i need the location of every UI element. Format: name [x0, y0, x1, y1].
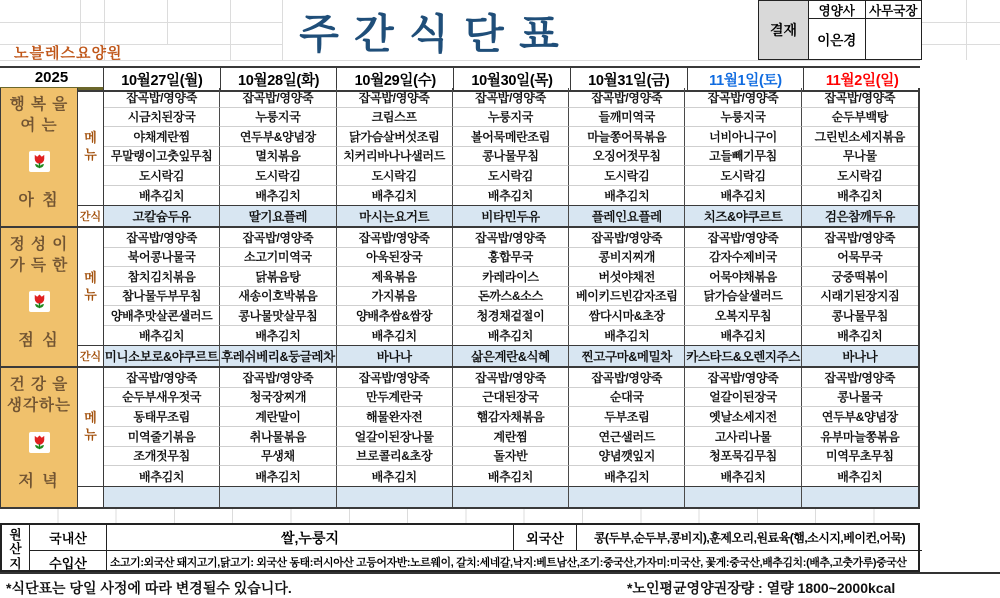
menu-item-cell: 도시락김 [685, 166, 801, 186]
menu-item-cell: 만두계란국 [337, 388, 453, 408]
menu-item-cell: 누룽지국 [685, 108, 801, 128]
menu-item-cell: 해물완자전 [337, 407, 453, 427]
menu-item-cell: 취나물볶음 [220, 427, 336, 447]
menu-item-cell: 잡곡밥/영양죽 [337, 88, 453, 108]
menu-item-cell: 도시락김 [569, 166, 685, 186]
menu-item-cell: 배추김치 [453, 186, 569, 206]
origin-table [0, 523, 920, 572]
menu-item-cell: 잡곡밥/영양죽 [104, 368, 220, 388]
menu-item-cell: 잡곡밥/영양죽 [337, 368, 453, 388]
snack-cell: 바나나 [802, 345, 918, 366]
menu-item-cell: 잡곡밥/영양죽 [685, 88, 801, 108]
menu-item-cell: 얼갈이된장국 [685, 388, 801, 408]
menu-item-cell: 크림스프 [337, 108, 453, 128]
approval-block [758, 0, 922, 60]
spacer-strip [0, 509, 920, 523]
meal-name: 아 침 [18, 192, 60, 209]
menu-item-cell: 오징어젓무침 [569, 147, 685, 167]
menu-item-cell: 햄감자채볶음 [453, 407, 569, 427]
menu-item-cell: 배추김치 [220, 326, 336, 346]
snack-cell [569, 486, 685, 507]
menu-item-cell: 순대국 [569, 388, 685, 408]
section-label-lunch [1, 228, 78, 366]
menu-item-cell: 어묵무국 [802, 248, 918, 268]
menu-item-cell: 새송이호박볶음 [220, 287, 336, 307]
menu-item-cell: 콩나물무침 [453, 147, 569, 167]
page-title: 주 간 식 단 표 [299, 11, 561, 57]
date-header-day-7: 11월2일(일) [825, 72, 899, 89]
menu-item-cell: 근대된장국 [453, 388, 569, 408]
menu-item-cell: 청포묵김무침 [685, 447, 801, 467]
menu-item-cell: 배추김치 [104, 186, 220, 206]
menu-item-cell: 배추김치 [337, 326, 453, 346]
menu-item-cell: 배추김치 [685, 186, 801, 206]
section-tagline: 건 강 을 [9, 376, 69, 393]
menu-item-cell: 잡곡밥/영양죽 [453, 228, 569, 248]
menu-item-cell: 잡곡밥/영양죽 [802, 368, 918, 388]
meal-section-dinner [1, 368, 918, 509]
menu-item-cell: 도시락김 [802, 166, 918, 186]
section-label-dinner [1, 368, 78, 507]
meal-section-lunch [1, 228, 918, 368]
menu-item-cell: 브로콜리&초장 [337, 447, 453, 467]
section-tagline: 정 성 이 [9, 236, 69, 253]
origin-domestic-value: 쌀,누룽지 [107, 525, 514, 551]
approval-signature: 이은경 [817, 33, 857, 48]
menu-item-cell: 마늘쫑어묵볶음 [569, 127, 685, 147]
menu-item-cell: 소고기미역국 [220, 248, 336, 268]
tulip-icon [29, 151, 50, 172]
menu-item-cell: 아욱된장국 [337, 248, 453, 268]
menu-grid [0, 88, 920, 509]
meal-name: 점 심 [18, 332, 60, 349]
menu-item-cell: 무생채 [220, 447, 336, 467]
menu-item-cell: 참나물두부무침 [104, 287, 220, 307]
menu-item-cell: 잡곡밥/영양죽 [569, 368, 685, 388]
menu-item-cell: 배추김치 [569, 466, 685, 486]
snack-cell [337, 486, 453, 507]
origin-foreign-value: 콩(두부,순두부,콩비지),훈제오리,원료육(햄,소시지,베이컨,어묵) [577, 525, 922, 551]
menu-item-cell: 콩나물국 [802, 388, 918, 408]
menu-item-cell: 고들빼기무침 [685, 147, 801, 167]
menu-item-cell: 배추김치 [220, 186, 336, 206]
footer-notes [0, 572, 1000, 598]
menu-item-cell: 무나물 [802, 147, 918, 167]
menu-item-cell: 그린빈소세지볶음 [802, 127, 918, 147]
menu-item-cell: 청국장찌개 [220, 388, 336, 408]
menu-item-cell: 계란찜 [453, 427, 569, 447]
menu-item-cell: 잡곡밥/영양죽 [337, 228, 453, 248]
menu-item-cell: 배추김치 [104, 326, 220, 346]
menu-item-cell: 북어콩나물국 [104, 248, 220, 268]
menu-item-cell: 잡곡밥/영양죽 [569, 88, 685, 108]
menu-item-cell: 잡곡밥/영양죽 [220, 368, 336, 388]
day-cells [104, 68, 920, 90]
menu-item-cell: 누룽지국 [220, 108, 336, 128]
footer-note-change: *식단표는 당일 사정에 따라 변경될수 있습니다. [6, 580, 292, 596]
menu-item-cell: 옛날소세지전 [685, 407, 801, 427]
menu-item-cell: 배추김치 [104, 466, 220, 486]
snack-cell [104, 486, 220, 507]
section-tagline: 여 는 [20, 116, 58, 134]
menu-item-cell: 도시락김 [453, 166, 569, 186]
menu-item-cell: 콩나물무침 [802, 306, 918, 326]
menu-item-cell: 미역줄기볶음 [104, 427, 220, 447]
menu-item-cell: 배추김치 [337, 186, 453, 206]
menu-item-cell: 너비아니구이 [685, 127, 801, 147]
menu-item-cell: 순두부새우젓국 [104, 388, 220, 408]
snack-cell: 검은참깨두유 [802, 205, 918, 226]
menu-item-cell: 순두부백탕 [802, 108, 918, 128]
menu-item-cell: 배추김치 [837, 328, 883, 343]
menu-item-cell: 배추김치 [453, 326, 569, 346]
approval-role: 영양사 [809, 1, 865, 19]
menu-item-cell: 배추김치 [685, 466, 801, 486]
menu-item-cell: 배추김치 [337, 466, 453, 486]
menu-item-cell: 배추김치 [837, 188, 883, 203]
snack-cell: 삶은계란&식혜 [453, 345, 569, 366]
menu-item-cell: 쌈다시마&초장 [569, 306, 685, 326]
menu-item-cell: 도시락김 [104, 166, 220, 186]
menu-item-cell: 누룽지국 [453, 108, 569, 128]
menu-item-cell: 배추김치 [569, 186, 685, 206]
section-label-breakfast [1, 88, 78, 226]
menu-item-cell: 잡곡밥/영양죽 [220, 88, 336, 108]
date-header-day-4: 10월30일(목) [454, 68, 571, 90]
approval-signature [866, 19, 922, 59]
menu-item-cell: 어묵야채볶음 [685, 267, 801, 287]
menu-item-cell: 양배추쌈&쌈장 [337, 306, 453, 326]
menu-item-cell: 조개젓무침 [104, 447, 220, 467]
snack-cell: 카스타드&오렌지주스 [685, 345, 801, 366]
menu-column-label: 메뉴 [78, 368, 104, 486]
snack-cell: 플레인요플레 [569, 205, 685, 226]
menu-item-cell: 오복지무침 [685, 306, 801, 326]
menu-item-cell: 잡곡밥/영양죽 [685, 368, 801, 388]
date-header-day-6: 11월1일(토) [688, 68, 805, 90]
section-tagline: 행 복 을 [9, 96, 69, 113]
snack-row-label [78, 486, 104, 507]
menu-item-cell: 배추김치 [453, 466, 569, 486]
approval-col-nutritionist [809, 1, 865, 59]
gridline [922, 44, 1000, 45]
menu-item-cell: 콩나물맛살무침 [220, 306, 336, 326]
menu-item-cell: 배추김치 [837, 469, 883, 484]
menu-item-cell: 계란말이 [220, 407, 336, 427]
menu-item-cell: 볼어묵메란조림 [453, 127, 569, 147]
menu-item-cell: 치커리바나나샐러드 [337, 147, 453, 167]
menu-item-cell: 제육볶음 [337, 267, 453, 287]
menu-item-cell: 가지볶음 [337, 287, 453, 307]
menu-item-cell: 콩비지찌개 [569, 248, 685, 268]
origin-domestic-label: 국내산 [30, 525, 107, 551]
snack-cell [685, 486, 801, 507]
menu-item-cell: 야채계란찜 [104, 127, 220, 147]
menu-item-cell: 카레라이스 [453, 267, 569, 287]
menu-item-cell: 돈까스&소스 [453, 287, 569, 307]
menu-item-cell: 유부마늘쫑볶음 [802, 427, 918, 447]
menu-item-cell: 양념깻잎지 [569, 447, 685, 467]
date-header-day-2: 10월28일(화) [221, 68, 338, 90]
menu-item-cell: 돌자반 [453, 447, 569, 467]
tulip-icon [29, 291, 50, 312]
snack-cell: 찐고구마&메밀차 [569, 345, 685, 366]
approval-label: 결재 [759, 1, 809, 59]
menu-item-cell: 미역무초무침 [802, 447, 918, 467]
origin-imported-label: 수입산 [30, 551, 107, 574]
menu-item-cell: 연두부&양념장 [802, 407, 918, 427]
section-tagline: 생각하는 [7, 396, 71, 414]
menu-item-cell: 닭가슴살버섯조림 [337, 127, 453, 147]
section-tagline: 가 득 한 [9, 256, 69, 274]
snack-cell: 바나나 [337, 345, 453, 366]
approval-role: 사무국장 [866, 1, 922, 19]
menu-item-cell: 잡곡밥/영양죽 [685, 228, 801, 248]
gridline [0, 60, 920, 61]
menu-item-cell: 시래기된장지짐 [802, 287, 918, 307]
snack-cell: 미니소보로&야쿠르트 [104, 345, 220, 366]
year-cell: 2025 [0, 68, 104, 90]
menu-item-cell: 멸치볶음 [220, 147, 336, 167]
menu-item-cell: 잡곡밥/영양죽 [453, 368, 569, 388]
snack-cell [220, 486, 336, 507]
menu-item-cell: 양배추맛살콘샐러드 [104, 306, 220, 326]
snack-cell [802, 486, 918, 507]
menu-item-cell: 두부조림 [569, 407, 685, 427]
menu-item-cell: 잡곡밥/영양죽 [220, 228, 336, 248]
snack-cell: 마시는요거트 [337, 205, 453, 226]
date-header-day-1: 10월27일(월) [104, 68, 221, 90]
snack-cell: 딸기요플레 [220, 205, 336, 226]
snack-cell: 치즈&야쿠르트 [685, 205, 801, 226]
menu-item-cell: 시금치된장국 [104, 108, 220, 128]
menu-item-cell: 얼갈이된장나물 [337, 427, 453, 447]
menu-item-cell: 베이키드빈감자조림 [569, 287, 685, 307]
date-header-day-3: 10월29일(수) [337, 68, 454, 90]
menu-item-cell: 청경채겉절이 [453, 306, 569, 326]
approval-col-office-manager [865, 1, 922, 59]
date-header-day-5: 10월31일(금) [571, 68, 688, 90]
menu-item-cell: 배추김치 [569, 326, 685, 346]
menu-column-label: 메뉴 [78, 88, 104, 205]
menu-item-cell: 잡곡밥/영양죽 [104, 228, 220, 248]
gridline [922, 22, 1000, 23]
snack-cell: 후레쉬베리&둥글레차 [220, 345, 336, 366]
menu-item-cell: 고사리나물 [685, 427, 801, 447]
menu-item-cell: 버섯야채전 [569, 267, 685, 287]
menu-item-cell: 감자수제비국 [685, 248, 801, 268]
menu-column-label: 메뉴 [78, 228, 104, 345]
menu-item-cell: 연근샐러드 [569, 427, 685, 447]
menu-item-cell: 잡곡밥/영양죽 [453, 88, 569, 108]
menu-item-cell: 배추김치 [220, 466, 336, 486]
menu-item-cell: 참치김치볶음 [104, 267, 220, 287]
footer-note-calories: *노인평균영양권장량 : 열량 1800~2000kcal [627, 580, 896, 596]
sheet-header [0, 0, 1000, 66]
snack-cell: 비타민두유 [453, 205, 569, 226]
menu-item-cell: 배추김치 [685, 326, 801, 346]
menu-item-cell: 닭가슴살샐러드 [685, 287, 801, 307]
facility-name: 노블레스요양원 [14, 45, 123, 62]
gridline [966, 0, 967, 60]
origin-imported-value: 소고기:외국산 돼지고기,닭고기: 외국산 동태:러시아산 고등어자반:노르웨이, 갈치:세네갈,낙지:베트남산,조기:중국산,가자미:미국산, 꽃게:중국산,배추김치:(배추,고춧가루)중국산 [110, 557, 907, 569]
menu-item-cell: 무말랭이고춧잎무침 [104, 147, 220, 167]
menu-item-cell: 궁중떡볶이 [802, 267, 918, 287]
snack-cell [453, 486, 569, 507]
snack-row-label: 간식 [78, 205, 104, 226]
snack-row-label: 간식 [78, 345, 104, 366]
menu-item-cell: 도시락김 [337, 166, 453, 186]
menu-item-cell: 닭볶음탕 [220, 267, 336, 287]
menu-item-cell: 잡곡밥/영양죽 [802, 88, 918, 108]
menu-item-cell: 들깨미역국 [569, 108, 685, 128]
menu-item-cell: 홍합무국 [453, 248, 569, 268]
menu-item-cell: 잡곡밥/영양죽 [569, 228, 685, 248]
menu-item-cell: 잡곡밥/영양죽 [104, 88, 220, 108]
menu-item-cell: 동태무조림 [104, 407, 220, 427]
meal-section-breakfast [1, 88, 918, 228]
origin-foreign-label: 외국산 [514, 525, 577, 551]
snack-cell: 고칼슘두유 [104, 205, 220, 226]
tulip-icon [29, 432, 50, 453]
menu-item-cell: 연두부&양념장 [220, 127, 336, 147]
meal-name: 저 녁 [18, 472, 60, 490]
menu-item-cell: 도시락김 [220, 166, 336, 186]
menu-item-cell: 잡곡밥/영양죽 [802, 228, 918, 248]
origin-group-label: 원산지 [2, 525, 30, 574]
